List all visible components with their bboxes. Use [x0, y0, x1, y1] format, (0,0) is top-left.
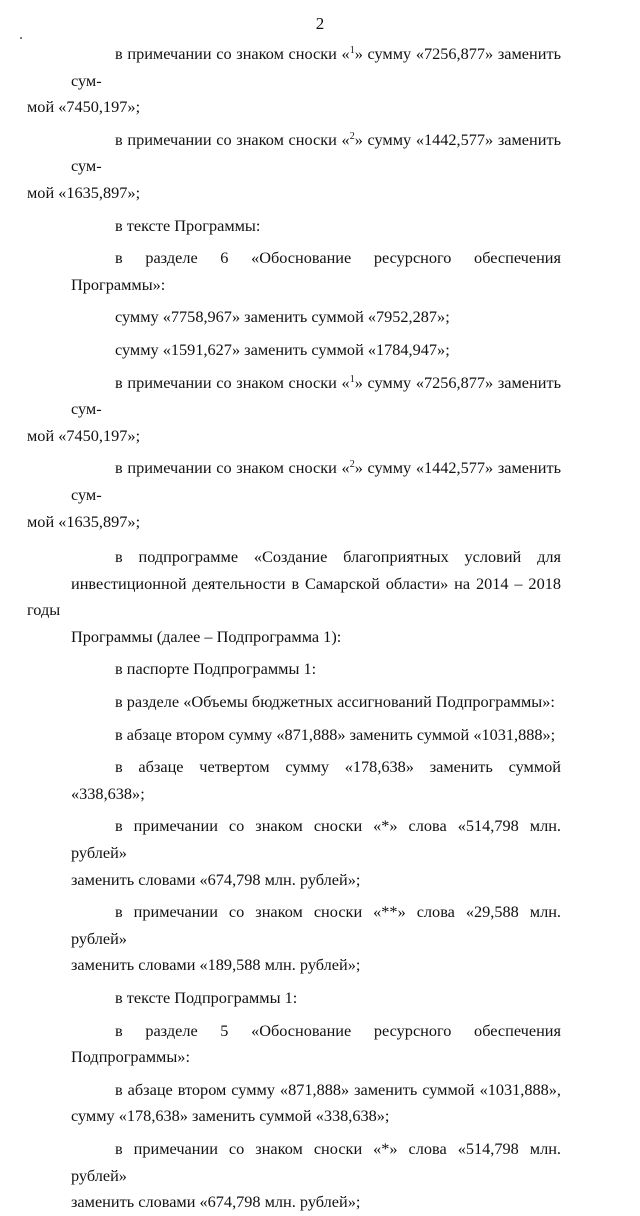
- paragraph-passport: в паспорте Подпрограммы 1:: [115, 659, 317, 679]
- paragraph-program-text: в тексте Программы:: [115, 215, 261, 235]
- footnote-mark: 2: [349, 459, 355, 471]
- text-segment: » сумму «1442,577» заменить сум-: [71, 458, 561, 504]
- text-continuation: мой «7450,197»;: [27, 97, 141, 117]
- paragraph-sum-2: сумму «1591,627» заменить суммой «1784,947»;: [115, 339, 450, 359]
- text-segment: в примечании со знаком сноски «: [115, 458, 350, 478]
- text-segment: в примечании со знаком сноски «: [115, 372, 350, 392]
- paragraph-section-6: в разделе 6 «Обоснование ресурсного обеспечения Программы»:: [71, 248, 561, 294]
- scan-speck: [20, 37, 22, 39]
- paragraph-footnote-2-second: [27, 455, 561, 535]
- text-line: инвестиционной деятельности в Самарской области» на 2014 – 2018 годы: [27, 573, 561, 620]
- text-line: в абзаце втором сумму «871,888» заменить суммой «1031,888»,: [115, 1079, 561, 1099]
- paragraph-section-5: в разделе 5 «Обоснование ресурсного обеспечения Подпрограммы»:: [71, 1020, 561, 1067]
- text-line: в примечании со знаком сноски «*» слова «514,798 млн. рублей»: [71, 816, 561, 863]
- text-line: заменить словами «189,588 млн. рублей»;: [71, 955, 361, 975]
- text-line: заменить словами «674,798 млн. рублей»;: [71, 1192, 361, 1212]
- text-line: в примечании со знаком сноски «*» слова «514,798 млн. рублей»: [71, 1138, 561, 1185]
- document-body: [27, 41, 561, 1216]
- paragraph-footnote-star-section-5: [71, 1136, 561, 1216]
- text-continuation: мой «7450,197»;: [27, 425, 141, 445]
- text-segment: » сумму «7256,877» заменить сум-: [71, 372, 561, 419]
- text-line: заменить словами «674,798 млн. рублей»;: [71, 869, 361, 889]
- text-segment: » сумму «7256,877» заменить сум-: [71, 44, 561, 90]
- paragraph-abzac-2: в абзаце втором сумму «871,888» заменить суммой «1031,888»;: [115, 724, 556, 744]
- text-line: в примечании со знаком сноски «**» слова «29,588 млн. рублей»: [71, 902, 561, 948]
- text-continuation: мой «1635,897»;: [27, 182, 141, 202]
- paragraph-budget-section: в разделе «Объемы бюджетных ассигнований Подпрограммы»:: [115, 692, 555, 712]
- page-number: 2: [315, 14, 325, 33]
- paragraph-footnote-double-star: [71, 899, 561, 979]
- text-line: сумму «178,638» заменить суммой «338,638»;: [71, 1106, 390, 1126]
- paragraph-abzac-4: в абзаце четвертом сумму «178,638» заменить суммой «338,638»;: [71, 757, 561, 803]
- text-segment: » сумму «1442,577» заменить сум-: [71, 129, 561, 176]
- text-segment: в примечании со знаком сноски «: [115, 44, 350, 63]
- text-segment: в примечании со знаком сноски «: [115, 129, 350, 149]
- text-continuation: мой «1635,897»;: [27, 511, 141, 531]
- paragraph-subprogram-intro: [27, 544, 561, 650]
- paragraph-footnote-2-first: [27, 127, 561, 207]
- paragraph-footnote-1-first: [27, 41, 561, 121]
- paragraph-footnote-1-second: [27, 370, 561, 450]
- text-line: Программы (далее – Подпрограмма 1):: [71, 626, 342, 646]
- paragraph-subprogram-text: в тексте Подпрограммы 1:: [115, 988, 298, 1007]
- paragraph-sum-1: сумму «7758,967» заменить суммой «7952,287»;: [115, 307, 450, 327]
- text-line: в подпрограмме «Создание благоприятных условий для: [115, 547, 561, 567]
- paragraph-abzac-2-section-5: [71, 1077, 561, 1130]
- paragraph-footnote-star: [71, 813, 561, 893]
- footnote-mark: 1: [349, 373, 355, 385]
- footnote-mark: 2: [349, 130, 355, 142]
- footnote-mark: 1: [349, 45, 355, 56]
